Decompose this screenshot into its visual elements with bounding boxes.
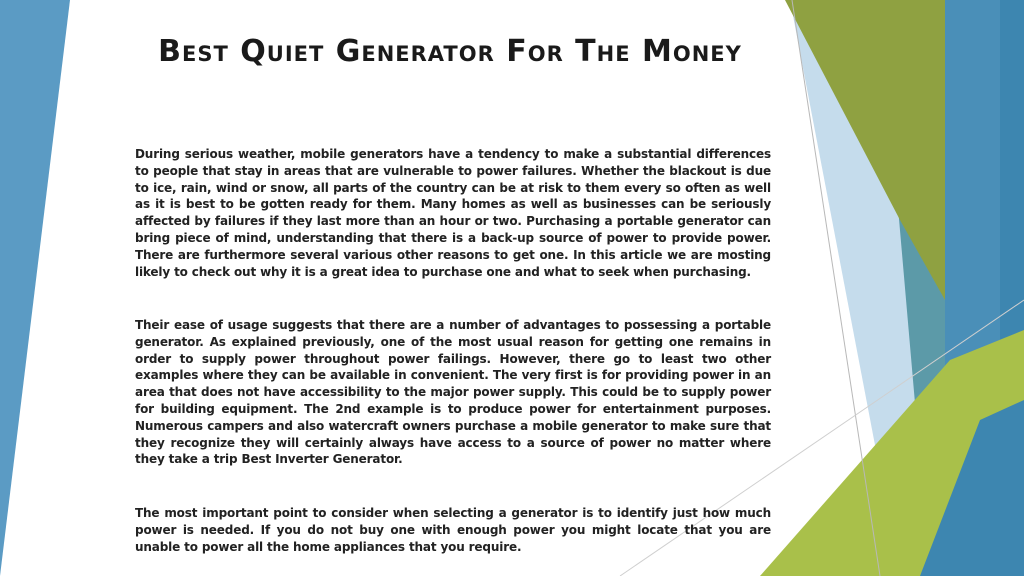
slide-title: Best Quiet Generator For The Money <box>158 34 742 69</box>
body-paragraph-2: Their ease of usage suggests that there are a number of advantages to possessing a portable generator. As explained previously, one of the most usual reason for getting one remains in order to supply power throughout power failings. However, there go to least two other examples where they can be available in convenient. The very first is for providing power in an area that does not have accessibility to the major power supply. This could be to supply power for building equipment. The 2nd example is to produce power for entertainment purposes. Numerous campers and also watercraft owners purchase a mobile generator to make sure that they recognize they will certainly always have access to a source of power no matter where they take a trip Best Inverter Generator. <box>135 318 771 467</box>
body-paragraph-1: During serious weather, mobile generators have a tendency to make a substantial differences to people that stay in areas that are vulnerable to power failures. Whether the blackout is due to ice, rain, wind or snow, all parts of the country can be at risk to them every so often as well as it is best to be gotten ready for them. Many homes as well as businesses can be seriously affected by failures if they last more than an hour or two. Purchasing a portable generator can bring piece of mind, understanding that there is a back-up source of power to provide power. There are furthermore several various other reasons to get one. In this article we are mosting likely to check out why it is a great idea to purchase one and what to seek when purchasing. <box>135 147 771 279</box>
body-paragraph-3: The most important point to consider when selecting a generator is to identify just how much power is needed. If you do not buy one with enough power you might locate that you are unable to power all the home appliances that you require. <box>135 506 771 554</box>
left-blue-triangle <box>0 0 70 576</box>
